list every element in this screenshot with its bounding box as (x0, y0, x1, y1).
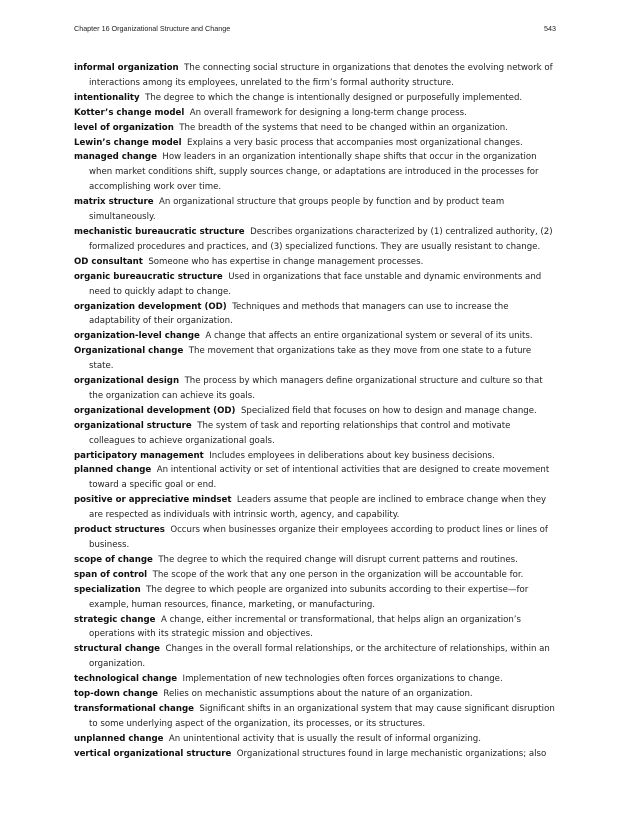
glossary-term: transformational change (74, 703, 194, 714)
glossary-term: organizational structure (74, 420, 192, 431)
glossary-term: Lewin’s change model (74, 137, 182, 148)
glossary-definition: Techniques and methods that managers can use to increase the adaptability of their organization. (89, 301, 509, 327)
glossary-entry (74, 583, 558, 613)
glossary-term: strategic change (74, 614, 156, 625)
glossary-entry (74, 255, 558, 270)
glossary-definition: Significant shifts in an organizational system that may cause significant disruption to some underlying aspect of the organization, its processes, or its structures. (89, 703, 555, 729)
glossary-term: Kotter’s change model (74, 107, 185, 118)
glossary-entry (74, 225, 558, 255)
glossary-entry (74, 136, 558, 151)
glossary-definition: The degree to which the required change will disrupt current patterns and routines. (158, 554, 518, 565)
glossary-entry (74, 553, 558, 568)
glossary-entry (74, 195, 558, 225)
glossary-entry (74, 747, 558, 762)
glossary-term: structural change (74, 644, 160, 655)
glossary-definition: Relies on mechanistic assumptions about the nature of an organization. (163, 689, 473, 700)
chapter-title: Chapter 16 Organizational Structure and Change (74, 24, 231, 33)
glossary-term: product structures (74, 525, 165, 536)
glossary-definition: An organizational structure that groups people by function and by product team simultaneously. (89, 197, 505, 223)
glossary-entry (74, 613, 558, 643)
glossary-entry (74, 270, 558, 300)
glossary-definition: The system of task and reporting relationships that control and motivate colleagues to achieve organizational goals. (89, 420, 511, 446)
glossary-definition: Includes employees in deliberations about key business decisions. (209, 450, 495, 461)
glossary-term: organic bureaucratic structure (74, 271, 223, 282)
glossary-entry (74, 106, 558, 121)
glossary-definition: The movement that organizations take as they move from one state to a future state. (89, 346, 532, 372)
running-header (74, 24, 556, 33)
glossary-definition: Occurs when businesses organize their employees according to product lines or lines of business. (89, 525, 548, 550)
glossary-entry (74, 150, 558, 195)
glossary-term: mechanistic bureaucratic structure (74, 226, 245, 237)
glossary-entry (74, 568, 558, 583)
glossary-entry (74, 523, 558, 553)
glossary-definition: The process by which managers define organizational structure and culture so that the organization can achieve its goals. (89, 376, 543, 401)
glossary-term: intentionality (74, 92, 140, 103)
glossary-definition: Organizational structures found in large mechanistic organizations; also (236, 748, 547, 759)
glossary-term: OD consultant (74, 256, 143, 267)
glossary-term: organization development (OD) (74, 301, 227, 312)
glossary-entry (74, 404, 558, 419)
glossary-entry (74, 702, 558, 732)
glossary-term: managed change (74, 152, 157, 163)
glossary-definition: Changes in the overall formal relationships, or the architecture of relationships, within an organization. (89, 644, 550, 670)
glossary-list (74, 61, 558, 762)
glossary-definition: The breadth of the systems that need to be changed within an organization. (179, 122, 508, 133)
glossary-entry (74, 61, 558, 91)
glossary-definition: An intentional activity or set of intentional activities that are designed to create movement toward a specific goal or end. (89, 465, 550, 491)
glossary-definition: The degree to which people are organized into subunits according to their expertise—for example, human resources, finance, marketing, or manufacturing. (89, 584, 529, 610)
glossary-definition: An overall framework for designing a long-term change process. (189, 107, 467, 118)
glossary-entry (74, 419, 558, 449)
glossary-term: unplanned change (74, 733, 164, 744)
glossary-definition: A change, either incremental or transformational, that helps align an organization’s operations with its strategic mission and objectives. (89, 614, 521, 640)
glossary-entry (74, 300, 558, 330)
glossary-term: organization-level change (74, 331, 200, 342)
glossary-definition: A change that affects an entire organizational system or several of its units. (205, 331, 533, 342)
glossary-term: technological change (74, 674, 178, 685)
glossary-entry (74, 463, 558, 493)
glossary-term: vertical organizational structure (74, 748, 232, 759)
glossary-term: participatory management (74, 450, 204, 461)
glossary-definition: The scope of the work that any one person in the organization will be accountable for. (152, 569, 524, 580)
glossary-term: positive or appreciative mindset (74, 495, 232, 506)
glossary-term: specialization (74, 584, 141, 595)
glossary-entry (74, 672, 558, 687)
glossary-term: span of control (74, 569, 148, 580)
glossary-definition: Describes organizations characterized by (1) centralized authority, (2) formalized procedures and practices, and (3) specialized functions. They are usually resistant to change. (89, 226, 553, 252)
glossary-entry (74, 374, 558, 404)
page-number: 543 (544, 24, 556, 33)
glossary-definition: Specialized field that focuses on how to design and manage change. (240, 405, 537, 416)
glossary-entry (74, 344, 558, 374)
glossary-definition: Implementation of new technologies often forces organizations to change. (182, 674, 503, 685)
glossary-definition: The connecting social structure in organizations that denotes the evolving network of interactions among its employees, unrelated to the firm’s formal authority structure. (89, 63, 553, 88)
glossary-entry (74, 449, 558, 464)
glossary-definition: Someone who has expertise in change management processes. (148, 256, 424, 267)
glossary-definition: Leaders assume that people are inclined to embrace change when they are respected as individuals with intrinsic worth, agency, and capability. (89, 495, 547, 521)
glossary-term: top-down change (74, 689, 158, 700)
glossary-term: organizational development (OD) (74, 405, 236, 416)
glossary-entry (74, 687, 558, 702)
glossary-term: level of organization (74, 122, 174, 133)
glossary-definition: Explains a very basic process that accompanies most organizational changes. (187, 137, 523, 148)
glossary-entry (74, 329, 558, 344)
glossary-term: organizational design (74, 376, 180, 387)
glossary-term: informal organization (74, 63, 179, 73)
glossary-definition: Used in organizations that face unstable and dynamic environments and need to quickly adapt to change. (89, 271, 542, 297)
glossary-definition: The degree to which the change is intentionally designed or purposefully implemented. (145, 92, 523, 103)
glossary-entry (74, 91, 558, 106)
glossary-definition: An unintentional activity that is usually the result of informal organizing. (168, 733, 481, 744)
glossary-term: matrix structure (74, 197, 154, 208)
glossary-term: scope of change (74, 554, 153, 565)
glossary-definition: How leaders in an organization intentionally shape shifts that occur in the organization when market conditions shift, supply sources change, or adaptations are introduced in the processes for accomplishing work over time. (89, 152, 539, 193)
glossary-entry (74, 642, 558, 672)
glossary-term: Organizational change (74, 346, 184, 357)
glossary-term: planned change (74, 465, 152, 476)
glossary-entry (74, 121, 558, 136)
glossary-entry (74, 493, 558, 523)
glossary-entry (74, 732, 558, 747)
